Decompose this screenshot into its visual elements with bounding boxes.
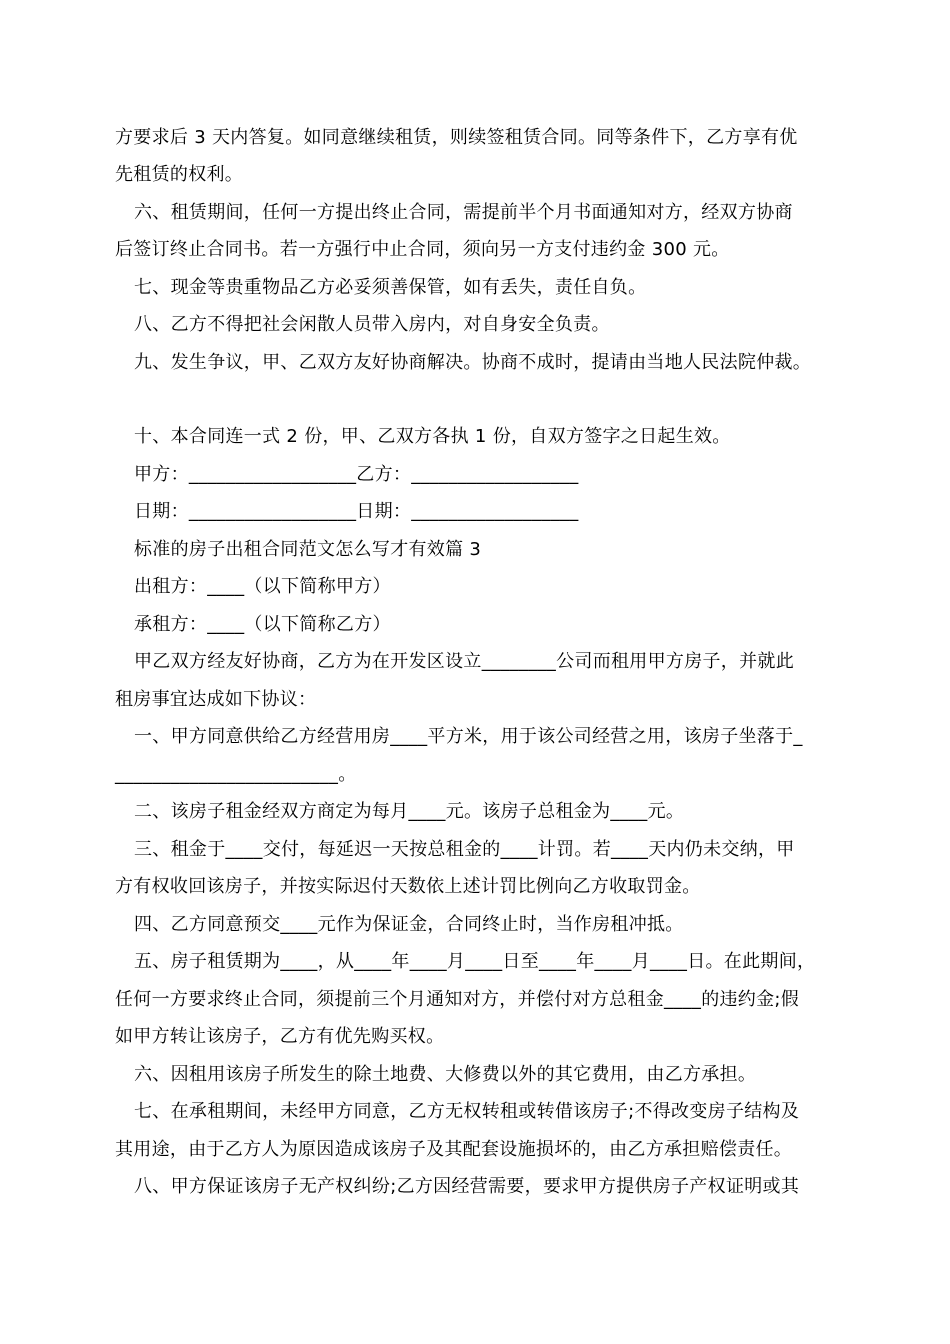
clause-three-line: 三、租金于____交付，每延迟一天按总租金的____计罚。若____天内仍未交纳，甲 xyxy=(134,839,795,860)
paragraph-line: 方要求后 3 天内答复。如同意继续租赁，则续签租赁合同。同等条件下，乙方享有优 xyxy=(115,127,798,148)
clause-eight-line: 八、乙方不得把社会闲散人员带入房内，对自身安全负责。 xyxy=(134,314,610,335)
section-heading: 标准的房子出租合同范文怎么写才有效篇 3 xyxy=(134,539,482,560)
lessor-line: 出租方：____（以下简称甲方） xyxy=(134,576,391,597)
paragraph-line: 其用途，由于乙方人为原因造成该房子及其配套设施损坏的，由乙方承担赔偿责任。 xyxy=(115,1139,793,1160)
lessee-line: 承租方：____（以下简称乙方） xyxy=(134,614,391,635)
paragraph-line: 如甲方转让该房子，乙方有优先购买权。 xyxy=(115,1026,445,1047)
signature-line-dates: 日期：__________________日期：__________________ xyxy=(134,501,579,522)
paragraph-line: 租房事宜达成如下协议： xyxy=(115,689,317,710)
clause-one-line: 一、甲方同意供给乙方经营用房____平方米，用于该公司经营之用，该房子坐落于_ xyxy=(134,726,803,747)
signature-line-parties: 甲方：__________________乙方：__________________ xyxy=(134,464,579,485)
clause-seven-b-line: 七、在承租期间，未经甲方同意，乙方无权转租或转借该房子;不得改变房子结构及 xyxy=(134,1101,800,1122)
intro-line: 甲乙双方经友好协商，乙方为在开发区设立________公司而租用甲方房子，并就此 xyxy=(134,651,794,672)
clause-ten-line: 十、本合同连一式 2 份，甲、乙双方各执 1 份，自双方签字之日起生效。 xyxy=(134,426,731,447)
clause-six-line: 六、租赁期间，任何一方提出终止合同，需提前半个月书面通知对方，经双方协商 xyxy=(134,202,793,223)
clause-four-line: 四、乙方同意预交____元作为保证金，合同终止时，当作房租冲抵。 xyxy=(134,914,684,935)
clause-five-line: 五、房子租赁期为____，从____年____月____日至____年____月____日。在此期间， xyxy=(134,951,816,972)
clause-seven-line: 七、现金等贵重物品乙方必妥须善保管，如有丢失，责任自负。 xyxy=(134,277,647,298)
clause-six-b-line: 六、因租用该房子所发生的除土地费、大修费以外的其它费用，由乙方承担。 xyxy=(134,1064,757,1085)
clause-eight-b-line: 八、甲方保证该房子无产权纠纷;乙方因经营需要，要求甲方提供房子产权证明或其 xyxy=(134,1176,800,1197)
clause-two-line: 二、该房子租金经双方商定为每月____元。该房子总租金为____元。 xyxy=(134,801,685,822)
paragraph-line: 任何一方要求终止合同，须提前三个月通知对方，并偿付对方总租金____的违约金;假 xyxy=(115,989,800,1010)
clause-nine-line: 九、发生争议，甲、乙双方友好协商解决。协商不成时，提请由当地人民法院仲裁。 xyxy=(134,352,812,373)
paragraph-line: 方有权收回该房子，并按实际迟付天数依上述计罚比例向乙方收取罚金。 xyxy=(115,876,701,897)
paragraph-line: 先租赁的权利。 xyxy=(115,164,244,185)
paragraph-line: 后签订终止合同书。若一方强行中止合同，须向另一方支付违约金 300 元。 xyxy=(115,239,730,260)
paragraph-line: ________________________。 xyxy=(115,764,357,785)
